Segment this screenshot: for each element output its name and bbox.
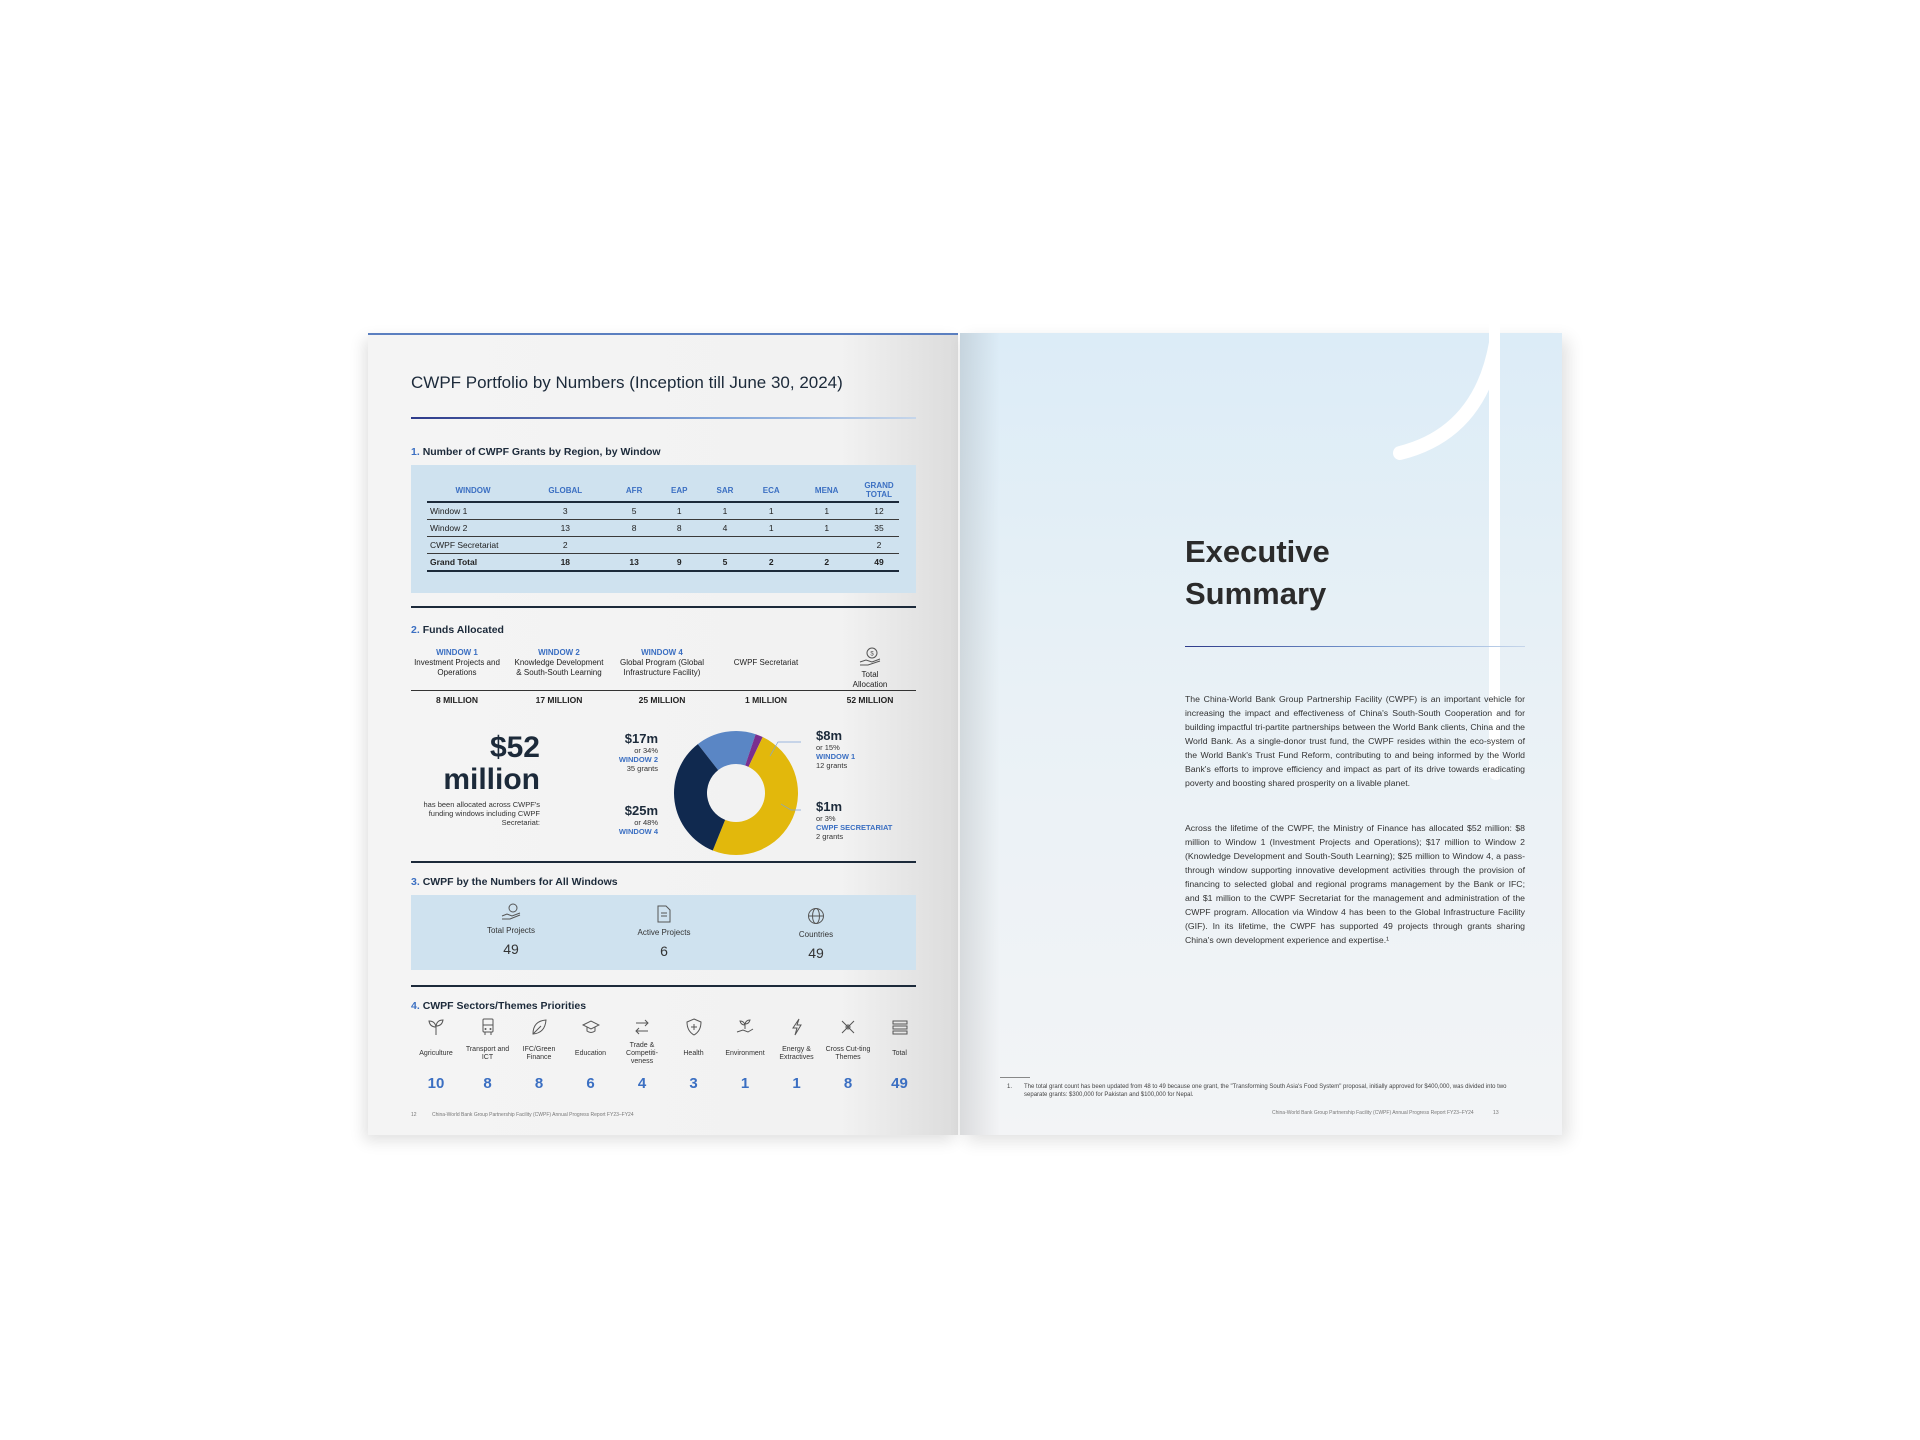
table-cell: 2 xyxy=(794,554,859,572)
globe-icon xyxy=(807,907,825,925)
footnote xyxy=(1007,1083,1527,1099)
label-window-1 xyxy=(816,728,916,770)
title-divider xyxy=(1185,646,1525,647)
window-desc: Knowledge Development & South-South Learning xyxy=(514,658,604,677)
window-desc: Total Allocation xyxy=(852,670,888,689)
window-desc: CWPF Secretariat xyxy=(733,658,799,667)
sector-label: Cross Cut-ting Themes xyxy=(825,1046,871,1061)
table-row xyxy=(427,537,899,554)
label-percent: or 48% xyxy=(634,818,658,827)
page-title: CWPF Portfolio by Numbers (Inception till June 30, 2024) xyxy=(411,373,843,392)
table-cell: 4 xyxy=(702,520,748,537)
sector-value: 1 xyxy=(740,1075,750,1092)
sector-label: Education xyxy=(574,1050,607,1057)
footer-text: China-World Bank Group Partnership Facility (CWPF) Annual Progress Report FY23–FY24 xyxy=(1272,1110,1474,1116)
table-cell: CWPF Secretariat xyxy=(427,537,519,554)
table-cell: 1 xyxy=(794,502,859,520)
footnote-text: The total grant count has been updated from 48 to 49 because one grant, the "Transforming South Asia's Food System" proposal, initially approved for $400,000, was divided into two separate grants: $300,000 for Pakistan and $100,000 for Nepal. xyxy=(1024,1084,1507,1098)
label-window-4 xyxy=(590,803,658,836)
sector-value: 3 xyxy=(689,1075,698,1092)
hand-coin-icon xyxy=(858,647,882,667)
table-cell: 8 xyxy=(657,520,702,537)
table-cell: 2 xyxy=(748,554,794,572)
sector-value: 8 xyxy=(843,1075,853,1092)
label-percent: or 3% xyxy=(816,814,836,823)
total-note: has been allocated across CWPF's funding windows including CWPF Secretariat: xyxy=(423,800,540,827)
table-cell: 2 xyxy=(519,537,612,554)
cross-icon xyxy=(839,1018,857,1036)
col-header: MENA xyxy=(794,479,859,502)
stat-countries xyxy=(766,907,866,961)
sectors-row xyxy=(411,1018,926,1118)
table-cell: 9 xyxy=(657,554,702,572)
section-1-title xyxy=(411,446,661,458)
secretariat-amount: 1 MILLION xyxy=(744,695,788,705)
section-number: 3. xyxy=(411,876,420,888)
col-header: GLOBAL xyxy=(519,479,612,502)
table-cell xyxy=(748,537,794,554)
window-desc: Investment Projects and Operations xyxy=(414,658,500,677)
section-number: 1. xyxy=(411,446,420,458)
label-window: WINDOW 1 xyxy=(816,752,856,761)
stat-active-projects xyxy=(614,905,714,959)
table-header-row xyxy=(427,479,899,502)
leaf-icon xyxy=(530,1018,548,1036)
sector-item xyxy=(875,1018,925,1092)
document-icon xyxy=(655,905,673,923)
sector-value: 10 xyxy=(427,1075,445,1092)
table-cell: 1 xyxy=(748,520,794,537)
window-1-desc xyxy=(411,648,503,678)
stat-label: Countries xyxy=(798,930,834,939)
grants-table xyxy=(427,479,899,572)
table-cell xyxy=(612,537,657,554)
table-cell: 3 xyxy=(519,502,612,520)
stat-label: Active Projects xyxy=(637,928,691,937)
plant-hand-icon xyxy=(736,1018,754,1036)
label-grants: 35 grants xyxy=(626,764,658,773)
table-cell: 13 xyxy=(519,520,612,537)
sector-item xyxy=(823,1018,873,1092)
stat-value: 49 xyxy=(808,945,824,961)
window-2-amount: 17 MILLION xyxy=(535,695,583,705)
col-header: SAR xyxy=(702,479,748,502)
total-unit-big: million xyxy=(443,763,540,796)
table-cell: 2 xyxy=(859,537,899,554)
sector-item xyxy=(772,1018,822,1092)
sector-item xyxy=(514,1018,564,1092)
table-cell: 1 xyxy=(748,502,794,520)
table-cell: 1 xyxy=(702,502,748,520)
section-label: Funds Allocated xyxy=(422,624,504,636)
footnote-rule xyxy=(1000,1077,1030,1078)
label-window: WINDOW 4 xyxy=(618,827,658,836)
chapter-title xyxy=(1185,531,1330,615)
funds-divider xyxy=(411,690,916,691)
label-grants: 12 grants xyxy=(816,761,848,770)
section-label: CWPF Sectors/Themes Priorities xyxy=(422,1000,587,1012)
window-key: WINDOW 1 xyxy=(436,648,478,657)
footer-text: China-World Bank Group Partnership Facility (CWPF) Annual Progress Report FY23–FY24 xyxy=(431,1112,634,1118)
table-cell xyxy=(794,537,859,554)
section-divider xyxy=(411,606,916,608)
sector-item xyxy=(720,1018,770,1092)
footer xyxy=(1272,1110,1499,1116)
label-amount: $17m xyxy=(624,731,658,746)
window-key: WINDOW 2 xyxy=(538,648,580,657)
section-number: 2. xyxy=(411,624,420,636)
body-paragraph-2: Across the lifetime of the CWPF, the Ministry of Finance has allocated $52 million: $8 million to Window 1 (Investment Projects and Operations); $17 million to Window 2 (Knowledge Development and South-South Learning); $25 million to Window 4, a pass-through window supporting innovative development activities through the provision of financing to selected global and regional programs management by the Bank or IFC; and $1 million to the CWPF Secretariat for the management and administration of the CWPF program. Allocation via Window 4 has been to the Global Infrastructure Facility (GIF). In its lifetime, the CWPF has supported 49 projects through grants sharing China's own development experience and expertise.¹ xyxy=(1185,823,1525,945)
right-page xyxy=(960,333,1562,1135)
sector-label: Health xyxy=(683,1050,704,1057)
stat-value: 6 xyxy=(660,943,668,959)
table-cell: 13 xyxy=(612,554,657,572)
table-cell: 49 xyxy=(859,554,899,572)
section-divider xyxy=(411,985,916,987)
label-window-2 xyxy=(590,731,658,773)
page-number: 12 xyxy=(411,1112,417,1118)
arrows-icon xyxy=(633,1018,651,1036)
funds-donut-chart xyxy=(671,728,801,858)
table-cell xyxy=(657,537,702,554)
stat-value: 49 xyxy=(503,941,519,957)
sector-value: 4 xyxy=(637,1075,647,1092)
left-page xyxy=(368,333,958,1135)
shield-plus-icon xyxy=(685,1018,703,1036)
table-cell: 5 xyxy=(702,554,748,572)
sector-item xyxy=(463,1018,513,1092)
sector-value: 6 xyxy=(586,1075,595,1092)
label-window: CWPF SECRETARIAT xyxy=(816,823,893,832)
lightning-icon xyxy=(788,1018,806,1036)
sector-value: 49 xyxy=(891,1075,908,1092)
table-cell: 1 xyxy=(657,502,702,520)
table-cell: Grand Total xyxy=(427,554,519,572)
sector-value: 8 xyxy=(483,1075,492,1092)
table-cell: 18 xyxy=(519,554,612,572)
title-line: Executive xyxy=(1185,534,1330,569)
col-header: EAP xyxy=(657,479,702,502)
stat-label: Total Projects xyxy=(486,926,536,935)
bus-icon xyxy=(479,1018,497,1036)
col-header: ECA xyxy=(748,479,794,502)
table-row xyxy=(427,520,899,537)
label-amount: $25m xyxy=(624,803,658,818)
section-number: 4. xyxy=(411,1000,420,1012)
label-window: WINDOW 2 xyxy=(618,755,658,764)
label-percent: or 15% xyxy=(816,743,840,752)
title-divider xyxy=(411,417,916,419)
title-line: Summary xyxy=(1185,576,1327,611)
table-cell: 5 xyxy=(612,502,657,520)
sector-item xyxy=(617,1018,667,1092)
col-header: WINDOW xyxy=(427,479,519,502)
window-4-amount: 25 MILLION xyxy=(638,695,686,705)
sector-label: IFC/Green Finance xyxy=(522,1046,556,1061)
label-amount: $1m xyxy=(816,799,843,814)
sector-label: Agriculture xyxy=(419,1050,453,1057)
sector-label: Transport and ICT xyxy=(465,1046,510,1061)
body-paragraph-1: The China-World Bank Group Partnership Facility (CWPF) is an important vehicle for increasing the impact and effectiveness of China's South-South Cooperation and for building impactful tri-partite partnerships between the World Bank clients, China and the World Bank. As a single-donor trust fund, the CWPF resides within the eco-system of the World Bank's Trust Fund Reform, contributing to and being informed by the World Bank's efforts to improve efficiency and impact as part of its drive towards eradicating poverty and boosting shared prosperity on a livable planet. xyxy=(1185,694,1525,788)
label-secretariat xyxy=(816,799,926,841)
table-row xyxy=(427,502,899,520)
sprout-icon xyxy=(427,1018,445,1036)
window-4-desc xyxy=(616,648,708,678)
total-allocation-desc xyxy=(824,647,916,690)
total-amount-big: $52 xyxy=(489,731,540,764)
sector-item xyxy=(566,1018,616,1092)
sector-label: Environment xyxy=(725,1050,765,1057)
sector-label: Trade & Competiti-veness xyxy=(626,1042,658,1065)
page-number: 13 xyxy=(1493,1110,1499,1116)
window-1-amount: 8 MILLION xyxy=(435,695,479,705)
label-percent: or 34% xyxy=(634,746,658,755)
table-cell: Window 2 xyxy=(427,520,519,537)
stat-total-projects xyxy=(461,903,561,957)
graduation-cap-icon xyxy=(582,1018,600,1036)
window-desc: Global Program (Global Infrastructure Facility) xyxy=(619,658,705,677)
sector-value: 8 xyxy=(534,1075,544,1092)
sector-item xyxy=(669,1018,719,1092)
grants-table-box xyxy=(411,465,916,593)
table-cell: Window 1 xyxy=(427,502,519,520)
label-amount: $8m xyxy=(816,728,843,743)
section-2-title xyxy=(411,624,504,636)
svg-text:$: $ xyxy=(870,651,874,658)
hand-coin-icon xyxy=(501,903,521,921)
sector-item xyxy=(411,1018,461,1092)
secretariat-desc xyxy=(720,658,812,668)
section-divider xyxy=(411,861,916,863)
col-header: GRAND TOTAL xyxy=(859,479,899,502)
stack-icon xyxy=(891,1018,909,1036)
total-amount: 52 MILLION xyxy=(846,695,894,705)
sector-value: 1 xyxy=(792,1075,801,1092)
section-label: CWPF by the Numbers for All Windows xyxy=(422,876,618,888)
stats-box xyxy=(411,895,916,970)
sector-label: Energy & Extractives xyxy=(779,1046,814,1061)
table-cell xyxy=(702,537,748,554)
sector-label: Total xyxy=(892,1050,907,1057)
table-cell: 8 xyxy=(612,520,657,537)
table-cell: 35 xyxy=(859,520,899,537)
footer xyxy=(411,1112,634,1118)
section-4-title xyxy=(411,1000,586,1012)
table-total-row xyxy=(427,554,899,572)
label-grants: 2 grants xyxy=(816,832,844,841)
total-callout xyxy=(408,732,540,827)
window-key: WINDOW 4 xyxy=(641,648,683,657)
col-header: AFR xyxy=(612,479,657,502)
section-label: Number of CWPF Grants by Region, by Window xyxy=(422,446,661,458)
footnote-number: 1. xyxy=(1007,1084,1013,1090)
table-cell: 12 xyxy=(859,502,899,520)
table-cell: 1 xyxy=(794,520,859,537)
window-2-desc xyxy=(511,648,607,678)
section-3-title xyxy=(411,876,618,888)
